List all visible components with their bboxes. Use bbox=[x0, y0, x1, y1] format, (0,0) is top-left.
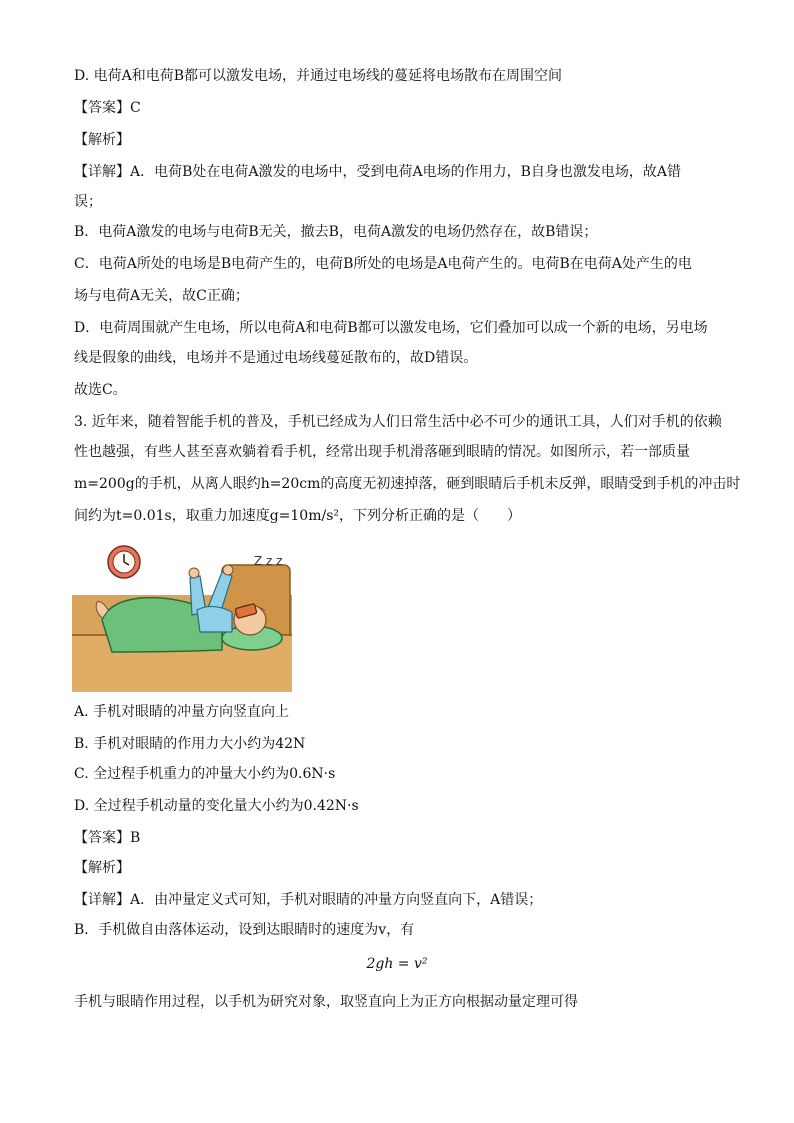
detail-a-line2: 误； bbox=[74, 194, 102, 210]
detail-a-line1: 【详解】A．电荷B处在电荷A激发的电场中，受到电荷A电场的作用力，B自身也激发电场，故A错 bbox=[74, 164, 682, 180]
detail-a-q3: 【详解】A．由冲量定义式可知，手机对眼睛的冲量方向竖直向下，A错误； bbox=[74, 892, 543, 908]
torso bbox=[197, 606, 232, 632]
answer-line: 【答案】C bbox=[74, 100, 141, 116]
detail-b-q3: B．手机做自由落体运动，设到达眼睛时的速度为v，有 bbox=[74, 922, 415, 938]
analysis-heading: 【解析】 bbox=[74, 132, 130, 148]
option-d: D. 全过程手机动量的变化量大小约为0.42N·s bbox=[74, 798, 359, 814]
question3-line2: 性也越强，有些人甚至喜欢躺着看手机，经常出现手机滑落砸到眼睛的情况。如图所示，若一部质量 bbox=[74, 444, 690, 460]
option-a: A. 手机对眼睛的冲量方向竖直向上 bbox=[74, 704, 290, 720]
question3-line1: 3. 近年来，随着智能手机的普及，手机已经成为人们日常生活中必不可少的通讯工具，人们对手机的依赖 bbox=[74, 414, 722, 430]
answer-b: 【答案】B bbox=[74, 830, 141, 846]
person-sleeping-with-phone-illustration bbox=[72, 540, 292, 692]
choose-c: 故选C。 bbox=[74, 382, 127, 398]
option-d-previous: D. 电荷A和电荷B都可以激发电场，并通过电场线的蔓延将电场散布在周围空间 bbox=[74, 68, 563, 84]
formula: 2gh = v² bbox=[366, 956, 428, 972]
option-b: B. 手机对眼睛的作用力大小约为42N bbox=[74, 736, 306, 752]
alarm-clock-icon bbox=[108, 546, 140, 578]
detail-d-line2: 线是假象的曲线，电场并不是通过电场线蔓延散布的，故D错误。 bbox=[74, 350, 478, 366]
detail-c-line1: C．电荷A所处的电场是B电荷产生的，电荷B所处的电场是A电荷产生的。电荷B在电荷A处产生的电 bbox=[74, 256, 692, 272]
question3-line4: 间约为t=0.01s，取重力加速度g=10m/s²，下列分析正确的是（ ） bbox=[74, 508, 522, 524]
sleep-zzz: Z z z bbox=[254, 554, 283, 568]
detail-b-q3-cont: 手机与眼睛作用过程，以手机为研究对象，取竖直向上为正方向根据动量定理可得 bbox=[74, 994, 578, 1010]
question3-line3: m=200g的手机，从离人眼约h=20cm的高度无初速掉落，砸到眼睛后手机未反弹，眼睛受到手机的冲击时 bbox=[74, 476, 741, 492]
detail-d-line1: D．电荷周围就产生电场，所以电荷A和电荷B都可以激发电场，它们叠加可以成一个新的电场，另电场 bbox=[74, 320, 708, 336]
detail-c-line2: 场与电荷A无关，故C正确； bbox=[74, 288, 249, 304]
option-c: C. 全过程手机重力的冲量大小约为0.6N·s bbox=[74, 766, 336, 782]
detail-b: B．电荷A激发的电场与电荷B无关，撤去B，电荷A激发的电场仍然存在，故B错误； bbox=[74, 224, 598, 240]
analysis-heading-2: 【解析】 bbox=[74, 860, 130, 876]
